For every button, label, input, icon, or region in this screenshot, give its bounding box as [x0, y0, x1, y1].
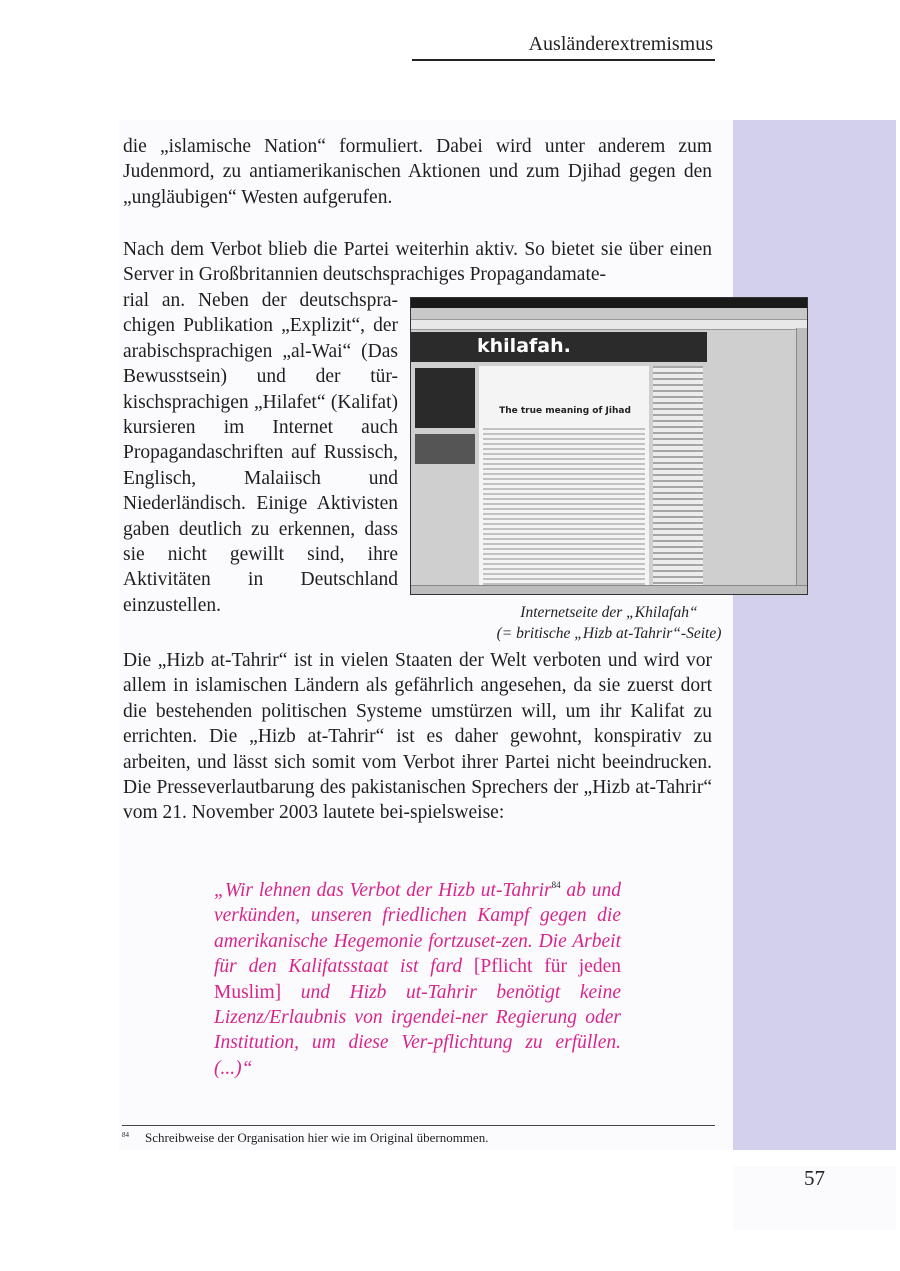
- block-quote: [214, 878, 621, 1081]
- quote-part-2: ab und verkünden, unseren friedlichen Kampf gegen die amerikanische Hegemonie fortzuset-zen. Die Arbeit für den Kalifatsstaat ist fard: [214, 880, 622, 978]
- page-number: 57: [804, 1166, 825, 1190]
- browser-toolbar: [411, 308, 807, 320]
- quote-part-1: „Wir lehnen das Verbot der Hizb ut-Tahrir: [214, 880, 552, 901]
- footnote-text: Schreibweise der Organisation hier wie im Original übernommen.: [145, 1130, 489, 1145]
- quote-part-3: und Hizb ut-Tahrir benötigt keine Lizenz/Erlaubnis von irgendei-ner Regierung oder Institution, um diese Ver-pflichtung zu erfüllen. (...)“: [214, 981, 621, 1079]
- site-thumbnail: [415, 434, 475, 464]
- browser-titlebar: [411, 298, 807, 308]
- footnote: [122, 1130, 488, 1146]
- site-right-column: [653, 366, 703, 586]
- paragraph-2: Nach dem Verbot blieb die Partei weiterhin aktiv. So bietet sie über einen Server in Großbritannien deutschsprachiges Propagandamate-: [123, 239, 712, 286]
- site-nav-menu: [415, 368, 475, 428]
- footnote-rule: [122, 1125, 715, 1126]
- website-screenshot-figure: [410, 297, 808, 595]
- site-article-text: [483, 428, 645, 588]
- caption-line-2: (= britische „Hizb at-Tahrir“-Seite): [496, 625, 722, 642]
- paragraph-3: Die „Hizb at-Tahrir“ ist in vielen Staaten der Welt verboten und wird vor allem in islamischen Ländern als gefährlich angesehen, da sie zuerst dort die bestehenden politischen Systeme umstürzen will, um ihr Kalifat zu errichten. Die „Hizb at-Tahrir“ ist es daher gewohnt, konspirativ zu arbeiten, und lässt sich somit vom Verbot ihrer Partei nicht beeindrucken. Die Presseverlautbarung des pakistanischen Sprechers der „Hizb at-Tahrir“ vom 21. November 2003 lautete bei-spielsweise:: [123, 650, 712, 824]
- header-rule: [412, 59, 715, 61]
- paragraph-1: die „islamische Nation“ formuliert. Dabei wird unter anderem zum Judenmord, zu antiamerikanischen Aktionen und zum Djihad gegen den „ungläubigen“ Westen aufgerufen.: [123, 136, 712, 208]
- running-header: Ausländerextremismus: [528, 33, 713, 55]
- quote-bracket-insert: [Pflicht für jeden Muslim]: [214, 956, 621, 1003]
- site-article-heading: The true meaning of Jihad: [499, 406, 631, 416]
- paragraph-2-wrapped: rial an. Neben der deutschspra-chigen Publikation „Explizit“, der arabischsprachigen „al-Wai“ (Das Bewusstsein) und der tür-kischsprachigen „Hilafet“ (Kalifat) kursieren im Internet auch Propagandaschriften auf Russisch, Englisch, Malaiisch und Niederländisch. Einige Aktivisten gaben deutlich zu erkennen, dass sie nicht gewillt sind, ihre Aktivitäten in Deutschland einzustellen.: [123, 290, 398, 616]
- browser-scrollbar: [796, 328, 807, 586]
- browser-statusbar: [411, 585, 807, 594]
- browser-address-bar: [411, 320, 807, 330]
- site-logo: khilafah.: [477, 335, 571, 357]
- footnote-reference: 84: [551, 880, 561, 890]
- caption-line-1: Internetseite der „Khilafah“: [520, 604, 698, 621]
- side-margin-panel: [733, 120, 896, 1150]
- footnote-number: 84: [122, 1131, 129, 1139]
- figure-caption: [484, 602, 734, 644]
